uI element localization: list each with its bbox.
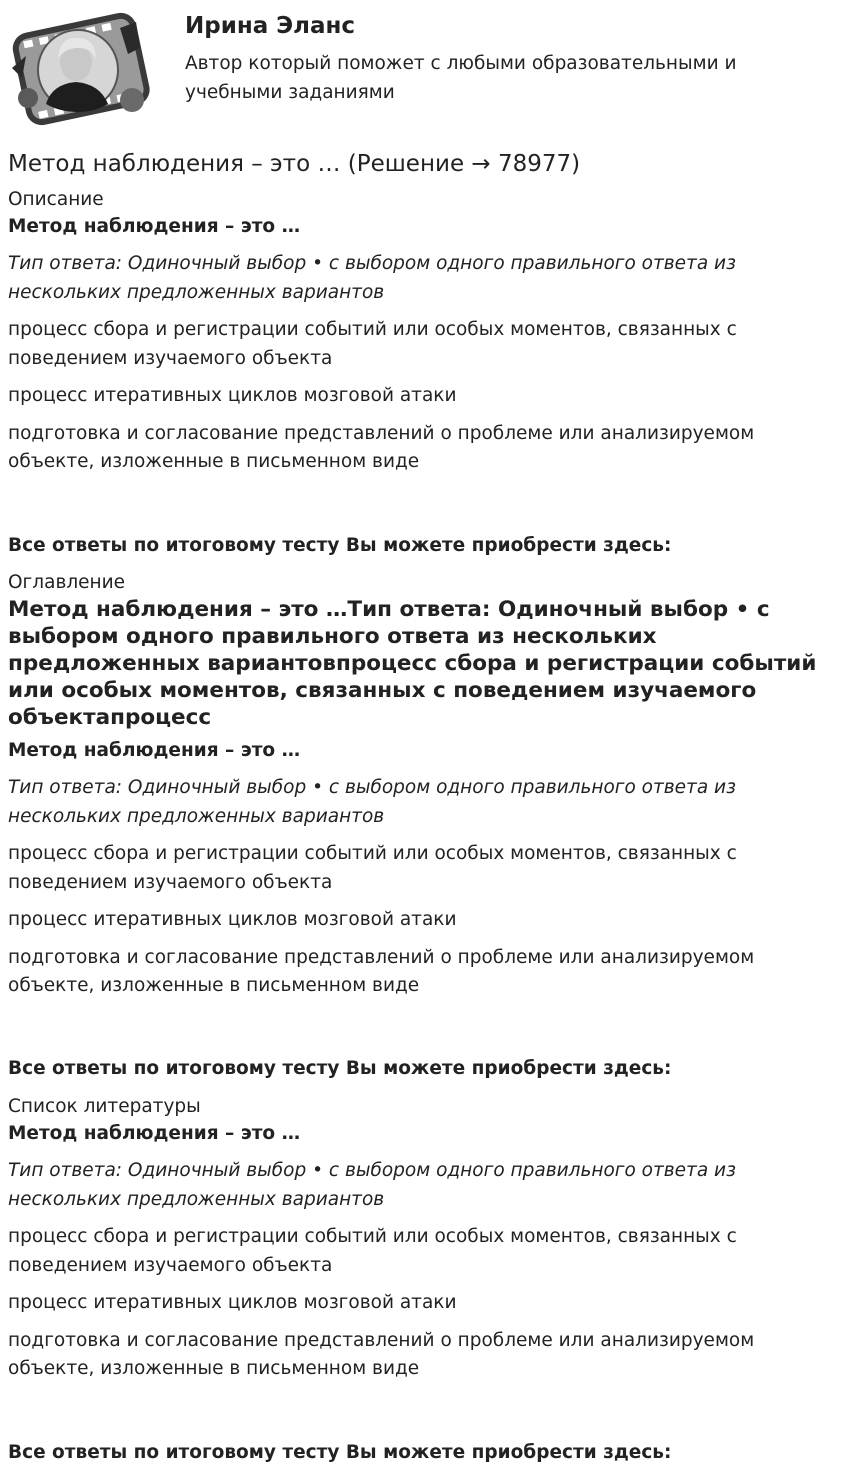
buy-answers-link[interactable]: Все ответы по итоговому тесту Вы можете приобрести здесь: [8,1442,672,1463]
author-description: Автор который поможет с любыми образовательными и учебными заданиями [185,53,737,103]
answer-option: подготовка и согласование представлений о проблеме или анализируемом объекте, изложенные в письменном виде [8,422,755,472]
answer-option: подготовка и согласование представлений о проблеме или анализируемом объекте, изложенные в письменном виде [8,1329,755,1379]
answer-type: Тип ответа: Одиночный выбор • с выбором одного правильного ответа из нескольких предложенных вариантов [8,777,736,827]
answer-option: процесс итеративных циклов мозговой атаки [8,909,457,930]
answer-type: Тип ответа: Одиночный выбор • с выбором одного правильного ответа из нескольких предложенных вариантов [8,1160,736,1210]
author-avatar[interactable] [8,8,154,128]
answer-option: процесс итеративных циклов мозговой атаки [8,1292,457,1313]
answer-option: подготовка и согласование представлений о проблеме или анализируемом объекте, изложенные в письменном виде [8,946,755,996]
buy-answers-link[interactable]: Все ответы по итоговому тесту Вы можете приобрести здесь: [8,1058,672,1079]
description-section [8,188,838,477]
film-frame-icon [8,8,154,128]
answer-option: процесс итеративных циклов мозговой атаки [8,385,457,406]
question-title: Метод наблюдения – это … [8,740,301,761]
answer-option: процесс сбора и регистрации событий или особых моментов, связанных с поведением изучаемого объекта [8,843,737,893]
author-name[interactable]: Ирина Эланс [185,13,356,39]
literature-section [8,1095,838,1384]
section-label-literature: Список литературы [8,1096,201,1117]
toc-section [8,571,838,1001]
question-title: Метод наблюдения – это … [8,1123,301,1144]
section-label-description: Описание [8,189,104,210]
author-card [0,0,847,140]
section-label-toc: Оглавление [8,572,126,593]
answer-option: процесс сбора и регистрации событий или особых моментов, связанных с поведением изучаемого объекта [8,1226,737,1276]
question-title: Метод наблюдения – это … [8,216,301,237]
answer-option: процесс сбора и регистрации событий или особых моментов, связанных с поведением изучаемого объекта [8,319,737,369]
page-title: Метод наблюдения – это … (Решение → 78977) [8,151,581,177]
toc-heading: Метод наблюдения – это …Тип ответа: Одиночный выбор • с выбором одного правильного ответа из нескольких предложенных вариантовпроцесс сбора и регистрации событий или особых моментов, связанных с поведением изучаемого объектапроцесс [8,597,817,730]
answer-type: Тип ответа: Одиночный выбор • с выбором одного правильного ответа из нескольких предложенных вариантов [8,253,736,303]
buy-answers-link[interactable]: Все ответы по итоговому тесту Вы можете приобрести здесь: [8,535,672,556]
